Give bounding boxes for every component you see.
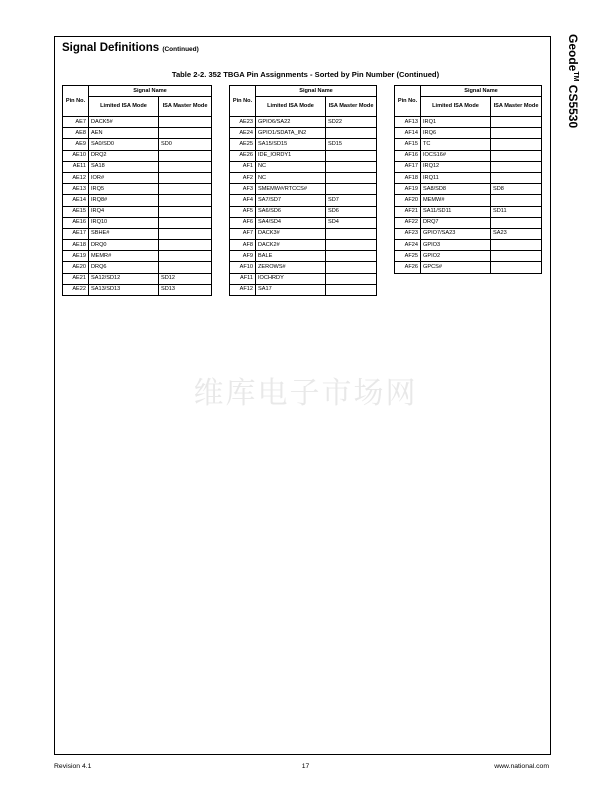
pin-number-cell: AF11 (230, 273, 256, 284)
limited-isa-cell: SBHE# (89, 228, 159, 239)
limited-isa-cell: SA0/SD0 (89, 139, 159, 150)
pin-number-cell: AE8 (63, 128, 89, 139)
isa-master-cell: SD12 (159, 273, 212, 284)
limited-isa-cell: IRQ8# (89, 195, 159, 206)
limited-isa-cell: GPIO3 (421, 240, 491, 251)
pin-number-cell: AF18 (395, 172, 421, 183)
isa-master-cell: SD15 (326, 139, 377, 150)
limited-isa-cell: SA13/SD13 (89, 284, 159, 295)
table-caption: Table 2-2. 352 TBGA Pin Assignments - Sorted by Pin Number (Continued) (171, 70, 440, 79)
side-product-title (566, 34, 580, 128)
pin-table-2 (229, 85, 377, 296)
table-row (63, 128, 212, 139)
isa-master-cell (159, 117, 212, 128)
isa-master-cell (326, 273, 377, 284)
table-row (395, 217, 542, 228)
table-row (230, 161, 377, 172)
pin-number-cell: AF1 (230, 161, 256, 172)
limited-isa-cell: SA4/SD4 (256, 217, 326, 228)
pin-number-cell: AE13 (63, 184, 89, 195)
limited-isa-cell: AEN (89, 128, 159, 139)
isa-master-cell: SD8 (491, 184, 542, 195)
isa-master-cell (326, 150, 377, 161)
pin-no-header: Pin No. (230, 86, 256, 117)
pin-number-cell: AF8 (230, 240, 256, 251)
pin-number-cell: AF25 (395, 251, 421, 262)
isa-master-cell (491, 217, 542, 228)
pin-number-cell: AE9 (63, 139, 89, 150)
signal-name-header: Signal Name (421, 86, 542, 97)
limited-isa-cell: DACK2# (256, 240, 326, 251)
isa-master-cell: SD6 (326, 206, 377, 217)
pin-number-cell: AF26 (395, 262, 421, 273)
pin-number-cell: AE16 (63, 217, 89, 228)
isa-master-cell (159, 184, 212, 195)
limited-isa-cell: GPIO2 (421, 251, 491, 262)
isa-master-cell (159, 240, 212, 251)
limited-isa-cell: SA8/SD8 (421, 184, 491, 195)
pin-number-cell: AF15 (395, 139, 421, 150)
limited-isa-cell: DRQ0 (89, 240, 159, 251)
pin-number-cell: AF4 (230, 195, 256, 206)
limited-isa-cell: BALE (256, 251, 326, 262)
isa-master-cell (326, 228, 377, 239)
isa-master-cell (491, 117, 542, 128)
isa-master-header: ISA Master Mode (326, 97, 377, 117)
limited-isa-cell: IDE_IORDY1 (256, 150, 326, 161)
isa-master-cell: SD7 (326, 195, 377, 206)
table-row (230, 284, 377, 295)
limited-isa-cell: IRQ4 (89, 206, 159, 217)
isa-master-cell (159, 262, 212, 273)
pin-number-cell: AE24 (230, 128, 256, 139)
isa-master-cell (326, 128, 377, 139)
limited-isa-cell: IRQ6 (421, 128, 491, 139)
limited-isa-cell: GPIO7/SA23 (421, 228, 491, 239)
pin-number-cell: AE10 (63, 150, 89, 161)
limited-isa-cell: TC (421, 139, 491, 150)
isa-master-cell: SA23 (491, 228, 542, 239)
table-row (230, 172, 377, 183)
limited-isa-cell: DRQ6 (89, 262, 159, 273)
pin-number-cell: AF20 (395, 195, 421, 206)
limited-isa-cell: IOCHRDY (256, 273, 326, 284)
limited-isa-cell: SA11/SD11 (421, 206, 491, 217)
watermark: 维库电子市场网 (193, 376, 418, 411)
limited-isa-cell: IRQ11 (421, 172, 491, 183)
limited-isa-cell: NC (256, 172, 326, 183)
pin-number-cell: AF23 (395, 228, 421, 239)
pin-number-cell: AE17 (63, 228, 89, 239)
pin-table-1 (62, 85, 212, 296)
pin-table-body (230, 117, 377, 296)
pin-number-cell: AF3 (230, 184, 256, 195)
pin-number-cell: AF7 (230, 228, 256, 239)
table-row (395, 228, 542, 239)
table-row (395, 262, 542, 273)
table-row (230, 262, 377, 273)
table-row (395, 240, 542, 251)
isa-master-cell (159, 206, 212, 217)
isa-master-cell (491, 195, 542, 206)
table-row (230, 240, 377, 251)
limited-isa-cell: SMEMW#/RTCCS# (256, 184, 326, 195)
isa-master-cell (326, 251, 377, 262)
table-row (63, 217, 212, 228)
table-row (63, 139, 212, 150)
limited-isa-cell: IRQ1 (421, 117, 491, 128)
table-row (63, 273, 212, 284)
isa-master-cell (326, 240, 377, 251)
isa-master-cell (491, 251, 542, 262)
limited-isa-cell: NC (256, 161, 326, 172)
pin-number-cell: AE7 (63, 117, 89, 128)
section-title (62, 42, 199, 54)
pin-number-cell: AE20 (63, 262, 89, 273)
pin-number-cell: AE22 (63, 284, 89, 295)
isa-master-cell (159, 172, 212, 183)
pin-number-cell: AF6 (230, 217, 256, 228)
pin-number-cell: AE15 (63, 206, 89, 217)
isa-master-cell (326, 184, 377, 195)
isa-master-cell (159, 128, 212, 139)
limited-isa-header: Limited ISA Mode (89, 97, 159, 117)
table-row (395, 161, 542, 172)
table-row (63, 117, 212, 128)
limited-isa-cell: IOR# (89, 172, 159, 183)
table-row (395, 128, 542, 139)
table-row (63, 195, 212, 206)
pin-no-header: Pin No. (395, 86, 421, 117)
isa-master-cell (491, 128, 542, 139)
isa-master-cell (491, 161, 542, 172)
table-row (63, 206, 212, 217)
pin-number-cell: AF13 (395, 117, 421, 128)
isa-master-header: ISA Master Mode (159, 97, 212, 117)
pin-number-cell: AE25 (230, 139, 256, 150)
isa-master-cell: SD0 (159, 139, 212, 150)
table-row (230, 228, 377, 239)
pin-number-cell: AE19 (63, 251, 89, 262)
pin-number-cell: AE21 (63, 273, 89, 284)
pin-number-cell: AF9 (230, 251, 256, 262)
isa-master-cell (491, 240, 542, 251)
side-title-model: CS5530 (566, 81, 580, 129)
table-row (230, 217, 377, 228)
isa-master-cell: SD4 (326, 217, 377, 228)
isa-master-cell (491, 139, 542, 150)
table-row (63, 150, 212, 161)
isa-master-header: ISA Master Mode (491, 97, 542, 117)
table-row (63, 240, 212, 251)
table-row (230, 184, 377, 195)
table-row (230, 150, 377, 161)
table-row (230, 117, 377, 128)
table-row (230, 206, 377, 217)
side-title-main: Geode (566, 34, 580, 72)
pin-number-cell: AF22 (395, 217, 421, 228)
pin-number-cell: AF16 (395, 150, 421, 161)
section-continued-label: (Continued) (162, 46, 199, 53)
footer-revision: Revision 4.1 (54, 763, 92, 770)
limited-isa-cell: MEMW# (421, 195, 491, 206)
isa-master-cell (159, 150, 212, 161)
isa-master-cell: SD11 (491, 206, 542, 217)
table-row (395, 172, 542, 183)
side-title-trademark: TM (572, 71, 579, 82)
pin-number-cell: AE18 (63, 240, 89, 251)
pin-number-cell: AF12 (230, 284, 256, 295)
footer-page-number: 17 (301, 763, 310, 770)
limited-isa-header: Limited ISA Mode (256, 97, 326, 117)
isa-master-cell (159, 217, 212, 228)
limited-isa-cell: SA6/SD6 (256, 206, 326, 217)
pin-number-cell: AF19 (395, 184, 421, 195)
table-row (395, 206, 542, 217)
pin-number-cell: AE11 (63, 161, 89, 172)
limited-isa-cell: GPIO1/SDATA_IN2 (256, 128, 326, 139)
signal-name-header: Signal Name (256, 86, 377, 97)
isa-master-cell (159, 161, 212, 172)
limited-isa-cell: DRQ7 (421, 217, 491, 228)
table-row (395, 139, 542, 150)
table-row (63, 228, 212, 239)
isa-master-cell (491, 262, 542, 273)
table-row (63, 284, 212, 295)
pin-number-cell: AE23 (230, 117, 256, 128)
limited-isa-cell: DACK3# (256, 228, 326, 239)
table-row (395, 195, 542, 206)
pin-table-body (63, 117, 212, 296)
table-row (63, 262, 212, 273)
table-row (395, 251, 542, 262)
table-row (230, 251, 377, 262)
limited-isa-header: Limited ISA Mode (421, 97, 491, 117)
table-row (230, 273, 377, 284)
isa-master-cell (326, 284, 377, 295)
pin-no-header: Pin No. (63, 86, 89, 117)
limited-isa-cell: SA18 (89, 161, 159, 172)
table-row (63, 184, 212, 195)
isa-master-cell (326, 161, 377, 172)
isa-master-cell (326, 172, 377, 183)
section-title-text: Signal Definitions (62, 42, 160, 54)
isa-master-cell: SD22 (326, 117, 377, 128)
isa-master-cell (159, 251, 212, 262)
pin-number-cell: AE14 (63, 195, 89, 206)
pin-table-body (395, 117, 542, 274)
pin-table-3 (394, 85, 542, 274)
table-row (230, 128, 377, 139)
signal-name-header: Signal Name (89, 86, 212, 97)
table-row (63, 161, 212, 172)
isa-master-cell (491, 172, 542, 183)
isa-master-cell (159, 228, 212, 239)
pin-number-cell: AF24 (395, 240, 421, 251)
pin-number-cell: AF10 (230, 262, 256, 273)
table-row (395, 184, 542, 195)
table-row (395, 117, 542, 128)
table-row (63, 172, 212, 183)
table-row (230, 195, 377, 206)
limited-isa-cell: MEMR# (89, 251, 159, 262)
limited-isa-cell: IOCS16# (421, 150, 491, 161)
pin-number-cell: AF17 (395, 161, 421, 172)
table-row (230, 139, 377, 150)
limited-isa-cell: IRQ10 (89, 217, 159, 228)
pin-number-cell: AE26 (230, 150, 256, 161)
limited-isa-cell: SA7/SD7 (256, 195, 326, 206)
pin-number-cell: AF14 (395, 128, 421, 139)
pin-number-cell: AF2 (230, 172, 256, 183)
isa-master-cell: SD13 (159, 284, 212, 295)
isa-master-cell (491, 150, 542, 161)
footer-url: www.national.com (494, 763, 549, 770)
table-row (395, 150, 542, 161)
limited-isa-cell: SA15/SD15 (256, 139, 326, 150)
limited-isa-cell: GPCS# (421, 262, 491, 273)
limited-isa-cell: DACK5# (89, 117, 159, 128)
table-row (63, 251, 212, 262)
limited-isa-cell: IRQ5 (89, 184, 159, 195)
limited-isa-cell: SA12/SD12 (89, 273, 159, 284)
isa-master-cell (159, 195, 212, 206)
limited-isa-cell: GPIO6/SA22 (256, 117, 326, 128)
isa-master-cell (326, 262, 377, 273)
limited-isa-cell: DRQ2 (89, 150, 159, 161)
limited-isa-cell: SA17 (256, 284, 326, 295)
pin-number-cell: AE12 (63, 172, 89, 183)
pin-number-cell: AF5 (230, 206, 256, 217)
pin-number-cell: AF21 (395, 206, 421, 217)
limited-isa-cell: ZEROWS# (256, 262, 326, 273)
limited-isa-cell: IRQ12 (421, 161, 491, 172)
